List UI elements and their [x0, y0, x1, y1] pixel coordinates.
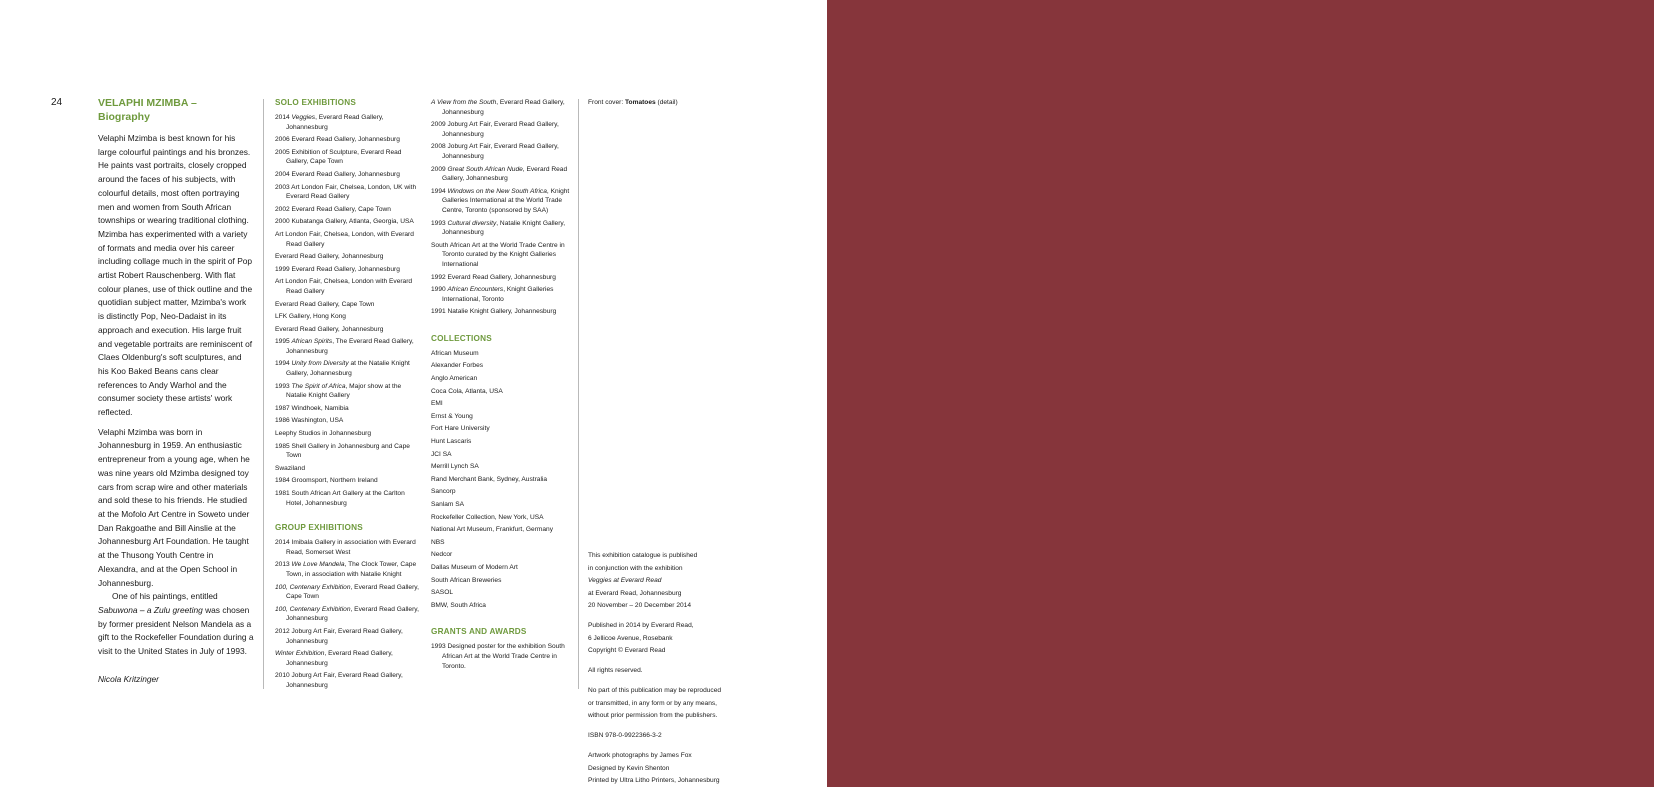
exhibition-entry: LFK Gallery, Hong Kong — [275, 313, 346, 321]
colophon-exhibition — [588, 550, 738, 613]
colophon-credits — [588, 750, 738, 788]
colophon-column — [588, 98, 738, 784]
exhibition-entry: 2010 Joburg Art Fair, Everard Read Gallery, Johannesburg — [275, 672, 403, 689]
collection-item: BMW, South Africa — [431, 601, 486, 609]
colophon-line: Printed by Ultra Litho Printers, Johannesburg — [588, 777, 720, 784]
exhibition-entry: 1990 African Encounters, Knight Galleries International, Toronto — [431, 286, 554, 303]
colophon — [588, 550, 738, 795]
collection-item: Anglo American — [431, 375, 478, 383]
exhibition-entry: 100, Centenary Exhibition, Everard Read Gallery, Johannesburg — [275, 605, 419, 623]
colophon-line: No part of this publication may be reproduced — [588, 687, 722, 694]
page-number: 24 — [51, 97, 63, 108]
bio-p3-pre: One of his paintings, entitled — [112, 591, 218, 602]
colophon-publisher — [588, 620, 738, 658]
exhibition-entry: 100, Centenary Exhibition, Everard Read Gallery, Cape Town — [275, 583, 419, 601]
exhibition-entry: Swaziland — [275, 464, 306, 472]
exhibition-entry: 1985 Shell Gallery in Johannesburg and Cape Town — [275, 442, 410, 460]
exhibition-entry: Everard Read Gallery, Johannesburg — [275, 253, 384, 261]
group-exhibitions-list — [275, 538, 421, 690]
colophon-line: Veggies at Everard Read — [588, 577, 662, 584]
exhibition-entry: 1999 Everard Read Gallery, Johannesburg — [275, 265, 400, 273]
exhibition-entry: 2003 Art London Fair, Chelsea, London, UK with Everard Read Gallery — [275, 183, 417, 201]
collection-item: JCI SA — [431, 450, 452, 458]
collection-item: NBS — [431, 538, 445, 546]
collection-item: SASOL — [431, 589, 453, 597]
exhibitions-continued-column — [431, 98, 577, 674]
colophon-isbn: ISBN 978-0-9922366-3-2 — [588, 732, 662, 739]
cover-pre: Front cover: — [588, 99, 626, 106]
exhibition-entry: Everard Read Gallery, Johannesburg — [275, 325, 384, 333]
exhibition-entry: Everard Read Gallery, Cape Town — [275, 300, 375, 308]
bio-paragraph-1: Velaphi Mzimba is best known for his large colourful paintings and his bronzes. He paints vast portraits, closely cropped around the faces of his subjects, with colourful details, most often portraying men and women from South African townships or wearing traditional clothing. Mzimba has experimented with a variety of formats and media over his career including collage much in the spirit of Pop artist Robert Rauschenberg. With flat colour planes, use of thick outline and the quotidian subject matter, Mzimba's work is distinctly Pop, Neo-Dadaist in its approach and execution. His large fruit and vegetable portraits are reminiscent of Claes Oldenburg's soft sculptures, and his Koo Baked Beans cans clear references to Andy Warhol and the consumer society these artists' work reflected. — [98, 133, 253, 418]
cover-post: (detail) — [655, 99, 678, 106]
bio-title — [98, 96, 254, 124]
collection-item: Rand Merchant Bank, Sydney, Australia — [431, 475, 548, 483]
biography-column — [98, 96, 254, 685]
exhibition-entry: 1991 Natalie Knight Gallery, Johannesburg — [431, 308, 557, 316]
cover-title: Tomatoes — [625, 99, 656, 106]
bio-p3-post: was chosen by former president Nelson Mandela as a gift to the Rockefeller Foundation during a visit to the United States in July of 1993. — [98, 604, 254, 657]
bio-title-line2: Biography — [98, 111, 150, 123]
exhibitions-column — [275, 98, 421, 694]
collection-item: Fort Hare University — [431, 425, 490, 433]
colophon-line: in conjunction with the exhibition — [588, 564, 683, 572]
exhibition-entry: 2014 Imibala Gallery in association with Everard Read, Somerset West — [275, 539, 416, 556]
exhibition-entry: 2013 We Love Mandela, The Clock Tower, Cape Town, in association with Natalie Knight — [275, 561, 417, 578]
collection-item: Nedcor — [431, 551, 453, 559]
exhibition-entry: 2014 Veggies, Everard Read Gallery, Johannesburg — [275, 114, 384, 131]
collections-heading: COLLECTIONS — [431, 333, 492, 343]
left-page — [0, 0, 827, 787]
exhibition-entry: 1995 African Spirits, The Everard Read Gallery, Johannesburg — [275, 338, 414, 355]
collection-item: South African Breweries — [431, 576, 502, 584]
collection-item: Hunt Lascaris — [431, 438, 472, 446]
exhibition-entry: Winter Exhibition, Everard Read Gallery, Johannesburg — [275, 650, 393, 667]
collection-item: Coca Cola, Atlanta, USA — [431, 387, 503, 395]
collection-item: Sanlam SA — [431, 501, 464, 508]
bio-author: Nicola Kritzinger — [98, 673, 159, 684]
exhibition-entry: 1993 The Spirit of Africa, Major show at the Natalie Knight Gallery — [275, 382, 402, 400]
right-page-colour-panel — [827, 0, 1654, 787]
exhibition-entry: 1986 Washington, USA — [275, 417, 344, 425]
exhibition-entry: 1981 South African Art Gallery at the Carlton Hotel, Johannesburg — [275, 490, 405, 507]
exhibition-entry: 2000 Kubatanga Gallery, Atlanta, Georgia, USA — [275, 218, 414, 226]
exhibition-entry: 1984 Groomsport, Northern Ireland — [275, 477, 378, 485]
colophon-line: Artwork photographs by James Fox — [588, 752, 692, 759]
exhibition-entry: 2008 Joburg Art Fair, Everard Read Gallery, Johannesburg — [431, 143, 559, 160]
exhibition-entry: 1994 Unity from Diversity at the Natalie Knight Gallery, Johannesburg — [275, 360, 410, 378]
collection-item: EMI — [431, 400, 443, 408]
bio-p3-italic: Sabuwona – a Zulu greeting — [98, 604, 203, 615]
exhibition-entry: 2009 Joburg Art Fair, Everard Read Gallery, Johannesburg — [431, 121, 559, 138]
exhibition-entry: 2004 Everard Read Gallery, Johannesburg — [275, 170, 400, 178]
grants-heading: GRANTS AND AWARDS — [431, 627, 527, 637]
colophon-rights: All rights reserved. — [588, 667, 643, 674]
exhibition-entry: 1994 Windows on the New South Africa, Knight Galleries International at the World Trade Centre, Toronto (sponsored by SAA) — [431, 187, 570, 214]
colophon-line: or transmitted, in any form or by any means, — [588, 699, 717, 707]
exhibition-entry: South African Art at the World Trade Centre in Toronto curated by the Knight Galleries International — [431, 241, 565, 268]
colophon-line: 20 November – 20 December 2014 — [588, 602, 691, 609]
colophon-line: Published in 2014 by Everard Read, — [588, 622, 694, 629]
exhibition-entry: 1992 Everard Read Gallery, Johannesburg — [431, 273, 556, 281]
exhibition-entry: 1987 Windhoek, Namibia — [275, 404, 349, 412]
collection-item: Dallas Museum of Modern Art — [431, 563, 518, 571]
collections-list — [431, 349, 577, 610]
bio-paragraph-2: Velaphi Mzimba was born in Johannesburg in 1959. An enthusiastic entrepreneur from a young age, when he was nine years old Mzimba designed toy cars from scrap wire and other materials and sold these to his friends. He studied at the Mofolo Art Centre in Soweto under Dan Rakgoathe and Bill Ainslie at the Johannesburg Art Foundation. He taught at the Thusong Youth Centre in Alexandra, and at the Open School in Johannesburg. — [98, 426, 250, 588]
colophon-line: Designed by Kevin Shenton — [588, 764, 670, 772]
front-cover-caption — [588, 98, 738, 108]
collection-item: African Museum — [431, 349, 479, 357]
collection-item: Alexander Forbes — [431, 362, 484, 370]
colophon-line: Copyright © Everard Read — [588, 647, 666, 654]
exhibition-entry: 2009 Great South African Nude, Everard Read Gallery, Johannesburg — [431, 165, 568, 183]
exhibition-entry: Art London Fair, Chelsea, London, with Everard Read Gallery — [275, 230, 414, 248]
exhibition-entry: 1993 Cultural diversity, Natalie Knight Gallery, Johannesburg — [431, 219, 566, 237]
colophon-line: without prior permission from the publishers. — [588, 712, 718, 719]
group-exhibitions-continued-list — [431, 98, 577, 317]
exhibition-entry: 2005 Exhibition of Sculpture, Everard Read Gallery, Cape Town — [275, 148, 402, 166]
collection-item: Sancorp — [431, 488, 456, 496]
exhibition-entry: Art London Fair, Chelsea, London with Everard Read Gallery — [275, 278, 413, 295]
collection-item: National Art Museum, Frankfurt, Germany — [431, 526, 554, 534]
colophon-notice — [588, 685, 738, 723]
column-divider — [263, 99, 264, 689]
solo-exhibitions-list — [275, 113, 421, 508]
exhibition-entry: 2006 Everard Read Gallery, Johannesburg — [275, 136, 400, 144]
exhibition-entry: Leephy Studios in Johannesburg — [275, 430, 372, 438]
colophon-line: This exhibition catalogue is published — [588, 552, 698, 559]
solo-exhibitions-heading: SOLO EXHIBITIONS — [275, 98, 356, 107]
exhibition-entry: A View from the South, Everard Read Gallery, Johannesburg — [431, 99, 565, 116]
exhibition-entry: 2002 Everard Read Gallery, Cape Town — [275, 205, 391, 213]
collection-item: Ernst & Young — [431, 412, 473, 420]
column-divider — [578, 99, 579, 689]
grants-entry: 1993 Designed poster for the exhibition South African Art at the World Trade Centre in Toronto. — [431, 643, 565, 670]
colophon-line: 6 Jellicoe Avenue, Rosebank — [588, 634, 673, 642]
group-exhibitions-heading: GROUP EXHIBITIONS — [275, 523, 363, 533]
collection-item: Merrill Lynch SA — [431, 463, 479, 471]
collection-item: Rockefeller Collection, New York, USA — [431, 513, 544, 521]
colophon-line: at Everard Read, Johannesburg — [588, 589, 682, 597]
bio-paragraph-3 — [98, 590, 254, 659]
bio-title-line1: VELAPHI MZIMBA – — [98, 97, 197, 109]
exhibition-entry: 2012 Joburg Art Fair, Everard Read Gallery, Johannesburg — [275, 627, 403, 645]
